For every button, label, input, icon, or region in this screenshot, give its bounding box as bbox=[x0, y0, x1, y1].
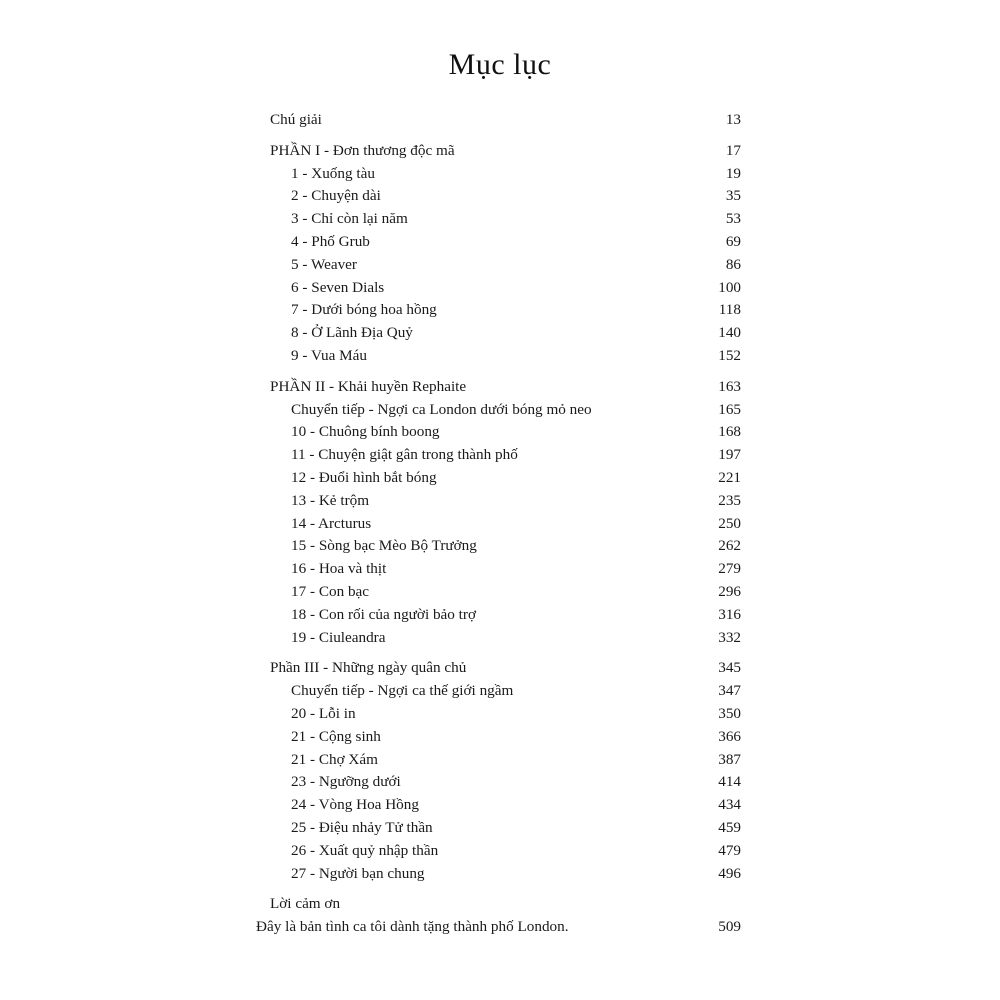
toc-entry-title: 7 - Dưới bóng hoa hồng bbox=[291, 301, 437, 319]
toc-entry-title: 9 - Vua Máu bbox=[291, 346, 367, 364]
toc-entry[interactable] bbox=[270, 627, 741, 650]
toc-entry-page-number: 100 bbox=[718, 278, 741, 296]
toc-entry-title: Chuyển tiếp - Ngợi ca thế giới ngầm bbox=[291, 682, 514, 700]
toc-entry-page-number: 434 bbox=[718, 796, 741, 814]
page-title: Mục lục bbox=[448, 48, 552, 81]
toc-entry-title: 16 - Hoa và thịt bbox=[291, 560, 387, 578]
toc-entry-title: 19 - Ciuleandra bbox=[291, 628, 386, 646]
toc-entry-page-number: 35 bbox=[725, 187, 741, 205]
toc-entry[interactable] bbox=[270, 185, 741, 208]
toc-entry[interactable] bbox=[270, 163, 741, 186]
toc-entry[interactable] bbox=[270, 893, 741, 916]
toc-entry-page-number: 414 bbox=[718, 773, 741, 791]
toc-entry-title: 10 - Chuông bính boong bbox=[291, 423, 440, 441]
toc-entry-title: 18 - Con rối của người bảo trợ bbox=[291, 605, 476, 623]
toc-entry-page-number: 316 bbox=[718, 605, 741, 623]
toc-entry[interactable] bbox=[270, 657, 741, 680]
toc-entry[interactable] bbox=[270, 604, 741, 627]
toc-entry-title: Đây là bản tình ca tôi dành tặng thành phố London. bbox=[256, 918, 569, 936]
table-of-contents bbox=[256, 109, 741, 939]
toc-entry[interactable] bbox=[270, 726, 741, 749]
section-gap bbox=[270, 885, 741, 893]
toc-entry-page-number: 53 bbox=[725, 210, 741, 228]
toc-entry-title: 20 - Lỗi in bbox=[291, 704, 356, 722]
toc-entry-title: PHẦN I - Đơn thương độc mã bbox=[270, 141, 455, 159]
toc-entry-title: 27 - Người bạn chung bbox=[291, 864, 425, 882]
toc-entry-page-number: 279 bbox=[718, 560, 741, 578]
toc-entry-title: Phần III - Những ngày quân chủ bbox=[270, 659, 467, 677]
section-gap bbox=[270, 649, 741, 657]
toc-entry[interactable] bbox=[270, 231, 741, 254]
toc-entry-page-number: 387 bbox=[718, 750, 741, 768]
toc-entry[interactable] bbox=[270, 558, 741, 581]
toc-entry-page-number: 152 bbox=[718, 346, 741, 364]
toc-entry-page-number: 168 bbox=[718, 423, 741, 441]
toc-entry-title: 26 - Xuất quỷ nhập thần bbox=[291, 841, 439, 859]
toc-entry-page-number: 197 bbox=[718, 446, 741, 464]
toc-entry[interactable] bbox=[256, 916, 741, 939]
toc-entry-title: 8 - Ở Lãnh Địa Quỷ bbox=[291, 324, 413, 342]
toc-entry[interactable] bbox=[270, 771, 741, 794]
toc-entry-title: 2 - Chuyện dài bbox=[291, 187, 381, 205]
toc-entry-page-number: 221 bbox=[718, 468, 741, 486]
toc-entry-page-number: 163 bbox=[718, 377, 741, 395]
toc-entry-title: 6 - Seven Dials bbox=[291, 278, 385, 296]
toc-entry-page-number: 345 bbox=[718, 659, 741, 677]
toc-entry-title: 15 - Sòng bạc Mèo Bộ Trưởng bbox=[291, 537, 477, 555]
toc-entry-title: 3 - Chỉ còn lại năm bbox=[291, 210, 408, 228]
toc-entry-title: Chuyển tiếp - Ngợi ca London dưới bóng mỏ neo bbox=[291, 400, 592, 418]
toc-entry-page-number: 332 bbox=[718, 628, 741, 646]
toc-entry[interactable] bbox=[270, 535, 741, 558]
toc-entry[interactable] bbox=[270, 703, 741, 726]
toc-entry-title: 23 - Ngưỡng dưới bbox=[291, 773, 401, 791]
toc-entry[interactable] bbox=[270, 277, 741, 300]
toc-entry-title: 1 - Xuống tàu bbox=[291, 164, 375, 182]
section-gap bbox=[270, 132, 741, 140]
toc-entry-title: 4 - Phố Grub bbox=[291, 232, 370, 250]
toc-entry-page-number: 235 bbox=[718, 491, 741, 509]
toc-entry-page-number: 366 bbox=[718, 727, 741, 745]
toc-entry-page-number: 262 bbox=[718, 537, 741, 555]
toc-entry-page-number: 17 bbox=[725, 141, 741, 159]
toc-entry[interactable] bbox=[270, 421, 741, 444]
toc-entry[interactable] bbox=[270, 581, 741, 604]
toc-entry-page-number: 347 bbox=[718, 682, 741, 700]
toc-entry-title: 21 - Cộng sinh bbox=[291, 727, 381, 745]
toc-entry-page-number: 13 bbox=[725, 111, 741, 128]
toc-entry-page-number: 86 bbox=[725, 255, 741, 273]
toc-entry[interactable] bbox=[270, 680, 741, 703]
toc-entry[interactable] bbox=[270, 140, 741, 163]
toc-entry-title: PHẦN II - Khải huyền Rephaite bbox=[270, 377, 467, 395]
toc-entry-title: 24 - Vòng Hoa Hồng bbox=[291, 796, 419, 814]
toc-entry-title: Chú giải bbox=[270, 111, 322, 128]
toc-entry-page-number: 350 bbox=[718, 704, 741, 722]
toc-entry[interactable] bbox=[270, 840, 741, 863]
toc-entry[interactable] bbox=[270, 109, 741, 132]
toc-entry[interactable] bbox=[270, 817, 741, 840]
toc-entry[interactable] bbox=[270, 299, 741, 322]
toc-entry-title: 25 - Điệu nhảy Tử thần bbox=[291, 818, 433, 836]
toc-entry[interactable] bbox=[270, 749, 741, 772]
toc-entry-page-number: 509 bbox=[718, 918, 741, 936]
toc-entry-page-number: 459 bbox=[718, 818, 741, 836]
toc-entry[interactable] bbox=[270, 513, 741, 536]
toc-entry-page-number: 69 bbox=[725, 232, 741, 250]
toc-entry[interactable] bbox=[270, 399, 741, 422]
toc-entry-page-number: 165 bbox=[718, 400, 741, 418]
toc-entry-title: 5 - Weaver bbox=[291, 255, 357, 273]
toc-entry-page-number: 19 bbox=[725, 164, 741, 182]
toc-entry[interactable] bbox=[270, 208, 741, 231]
toc-entry[interactable] bbox=[270, 322, 741, 345]
toc-entry-page-number: 250 bbox=[718, 514, 741, 532]
toc-entry-title: 14 - Arcturus bbox=[291, 514, 372, 532]
toc-entry-page-number: 479 bbox=[718, 841, 741, 859]
section-gap bbox=[270, 368, 741, 376]
toc-entry-page-number: 296 bbox=[718, 582, 741, 600]
toc-entry-title: 17 - Con bạc bbox=[291, 582, 370, 600]
toc-entry[interactable] bbox=[270, 794, 741, 817]
toc-entry[interactable] bbox=[270, 254, 741, 277]
toc-entry-title: Lời cảm ơn bbox=[270, 895, 341, 913]
toc-entry[interactable] bbox=[270, 345, 741, 368]
toc-entry-title: 12 - Đuổi hình bắt bóng bbox=[291, 468, 437, 486]
toc-entry-title: 21 - Chợ Xám bbox=[291, 750, 378, 768]
toc-entry-page-number: 140 bbox=[718, 324, 741, 342]
toc-entry[interactable] bbox=[270, 863, 741, 886]
toc-entry[interactable] bbox=[270, 376, 741, 399]
toc-entry-page-number: 118 bbox=[718, 301, 741, 319]
toc-entry[interactable] bbox=[270, 490, 741, 513]
toc-entry-page-number: 496 bbox=[718, 864, 741, 882]
toc-entry-title: 11 - Chuyện giật gân trong thành phố bbox=[291, 446, 518, 464]
toc-entry[interactable] bbox=[270, 467, 741, 490]
toc-entry[interactable] bbox=[270, 444, 741, 467]
toc-entry-title: 13 - Kẻ trộm bbox=[291, 491, 370, 509]
